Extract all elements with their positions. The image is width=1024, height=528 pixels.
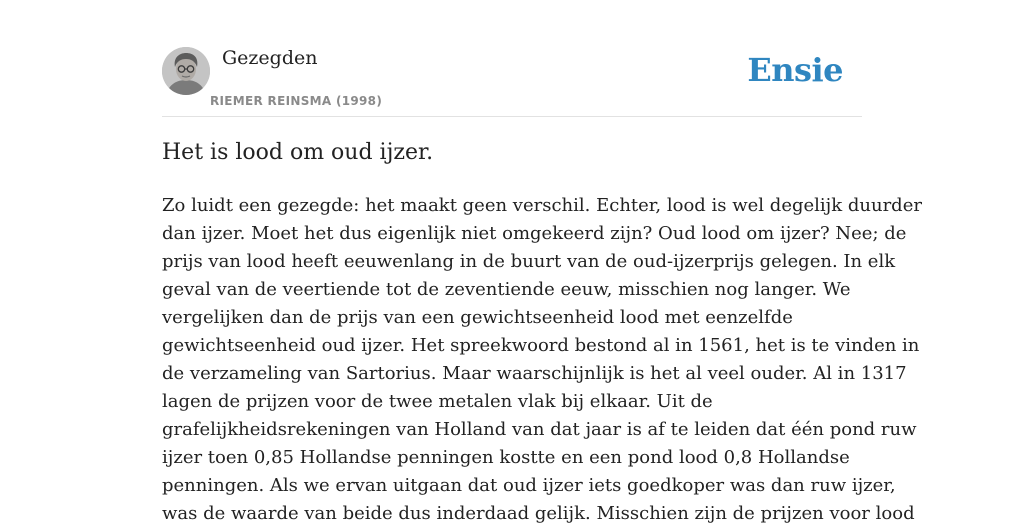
body-line: de verzameling van Sartorius. Maar waarschijnlijk is het al veel ouder. Al in 1317 — [162, 363, 907, 384]
body-line: lagen de prijzen voor de twee metalen vlak bij elkaar. Uit de — [162, 391, 713, 412]
body-line: dan ijzer. Moet het dus eigenlijk niet omgekeerd zijn? Oud lood om ijzer? Nee; de — [162, 223, 907, 244]
author-avatar[interactable] — [162, 47, 210, 95]
body-line: ijzer toen 0,85 Hollandse penningen kostte en een pond lood 0,8 Hollandse — [162, 447, 850, 468]
brand-logo[interactable]: Ensie — [747, 51, 843, 89]
page-header — [162, 46, 862, 117]
body-line: gewichtseenheid oud ijzer. Het spreekwoord bestond al in 1561, het is te vinden in — [162, 335, 920, 356]
body-line: geval van de veertiende tot de zeventiende eeuw, misschien nog langer. We — [162, 279, 851, 300]
book-title[interactable]: Gezegden — [222, 47, 318, 69]
entry-body — [162, 192, 922, 528]
body-line: grafelijkheidsrekeningen van Holland van dat jaar is af te leiden dat één pond ruw — [162, 419, 917, 440]
body-line: prijs van lood heeft eeuwenlang in de buurt van de oud-ijzerprijs gelegen. In elk — [162, 251, 896, 272]
body-line: penningen. Als we ervan uitgaan dat oud ijzer iets goedkoper was dan ruw ijzer, — [162, 475, 896, 496]
body-line: Zo luidt een gezegde: het maakt geen verschil. Echter, lood is wel degelijk duurder — [162, 195, 922, 216]
author-portrait-icon — [162, 47, 210, 95]
author-credit[interactable]: RIEMER REINSMA (1998) — [210, 94, 383, 108]
body-line: was de waarde van beide dus inderdaad gelijk. Misschien zijn de prijzen voor lood — [162, 503, 915, 524]
body-line: vergelijken dan de prijs van een gewichtseenheid lood met eenzelfde — [162, 307, 793, 328]
entry-title: Het is lood om oud ijzer. — [162, 140, 434, 165]
